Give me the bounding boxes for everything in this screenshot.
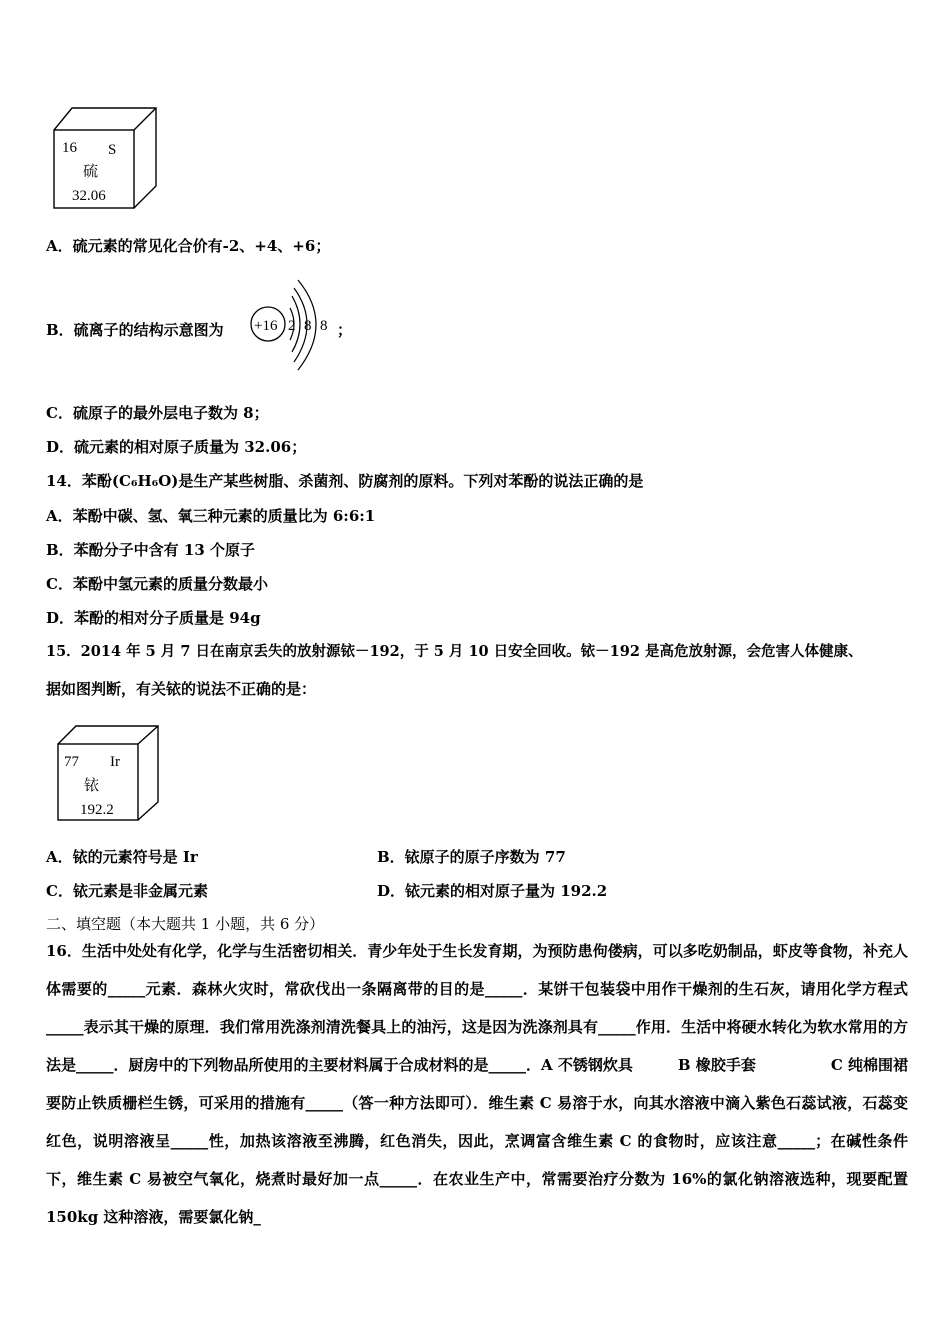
section-2-title: 二、填空题（本大题共 1 小题，共 6 分）: [46, 915, 325, 933]
ion-nucleus-charge: +16: [254, 318, 278, 334]
q14-option-a: A．苯酚中碳、氢、氧三种元素的质量比为 6:6:1: [46, 507, 376, 525]
iridium-element-tile: [54, 722, 162, 824]
ion-shell-1: 2: [288, 318, 296, 334]
q13-option-c: C．硫原子的最外层电子数为 8；: [46, 404, 269, 422]
sulfur-element-tile: [50, 104, 160, 212]
q15-stem-line-1: 15．2014 年 5 月 7 日在南京丢失的放射源铱－192，于 5 月 10 日安全回收。铱－192 是高危放射源，会危害人体健康、: [46, 643, 863, 660]
iridium-name: 铱: [84, 778, 100, 794]
q15-option-c: C．铱元素是非金属元素: [46, 882, 208, 900]
q15-option-a: A．铱的元素符号是 Ir: [46, 848, 198, 866]
q13-option-d: D．硫元素的相对原子质量为 32.06；: [46, 438, 307, 456]
q13-option-b: [46, 320, 224, 340]
q13-option-a: A．硫元素的常见化合价有-2、+4、+6；: [46, 237, 331, 255]
q15-option-b: B．铱原子的原子序数为 77: [377, 848, 566, 866]
sulfur-name: 硫: [83, 164, 99, 180]
q14-option-d: D．苯酚的相对分子质量是 94g: [46, 609, 261, 627]
q16-text: [46, 932, 908, 1236]
q13-option-b-end: ；: [337, 321, 353, 339]
q13-option-b-text: B．硫离子的结构示意图为: [46, 321, 224, 339]
iridium-symbol: Ir: [110, 754, 120, 770]
q16-body: 16．生活中处处有化学，化学与生活密切相关．青少年处于生长发育期，为预防患佝偻病，可以多吃奶制品，虾皮等食物，补充人体需要的_____元素．森林火灾时，常砍伐出一条隔离带的目的是_____．某饼干包装袋中用作干燥剂的生石灰，请用化学方程式_____表示其干燥的原理．我们常用洗涤剂清洗餐具上的油污，这是因为洗涤剂具有_____作用．生活中将硬水转化为软水常用的方法是_____．厨房中的下列物品所使用的主要材料属于合成材料的是_____．A 不锈钢炊具 B 橡胶手套 C 纯棉围裙要防止铁质栅栏生锈，可采用的措施有_____（答一种方法即可）．维生素 C 易溶于水，向其水溶液中滴入紫色石蕊试液，石蕊变红色，说明溶液呈_____性，加热该溶液至沸腾，红色消失，因此，烹调富含维生素 C 的食物时，应该注意_____；在碱性条件下，维生素 C 易被空气氧化，烧煮时最好加一点_____．在农业生产中，常需要治疗分数为 16%的氯化钠溶液选种，现要配置 150kg 这种溶液，需要氯化钠_: [46, 942, 908, 1226]
sulfur-symbol: S: [108, 142, 117, 158]
q15-stem-line-2: 据如图判断，有关铱的说法不正确的是：: [46, 680, 317, 698]
iridium-mass: 192.2: [80, 802, 114, 818]
ion-shell-2: 8: [304, 318, 312, 334]
q14-stem: 14．苯酚(C₆H₆O)是生产某些树脂、杀菌剂、防腐剂的原料。下列对苯酚的说法正确的是: [46, 472, 644, 490]
iridium-atomic-number: 77: [64, 754, 79, 770]
sulfur-atomic-number: 16: [62, 140, 77, 156]
q14-option-b: B．苯酚分子中含有 13 个原子: [46, 541, 255, 559]
q15-option-d: D．铱元素的相对原子量为 192.2: [377, 882, 608, 900]
q14-option-c: C．苯酚中氢元素的质量分数最小: [46, 575, 268, 593]
sulfur-mass: 32.06: [72, 188, 106, 204]
ion-shell-3: 8: [320, 318, 328, 334]
